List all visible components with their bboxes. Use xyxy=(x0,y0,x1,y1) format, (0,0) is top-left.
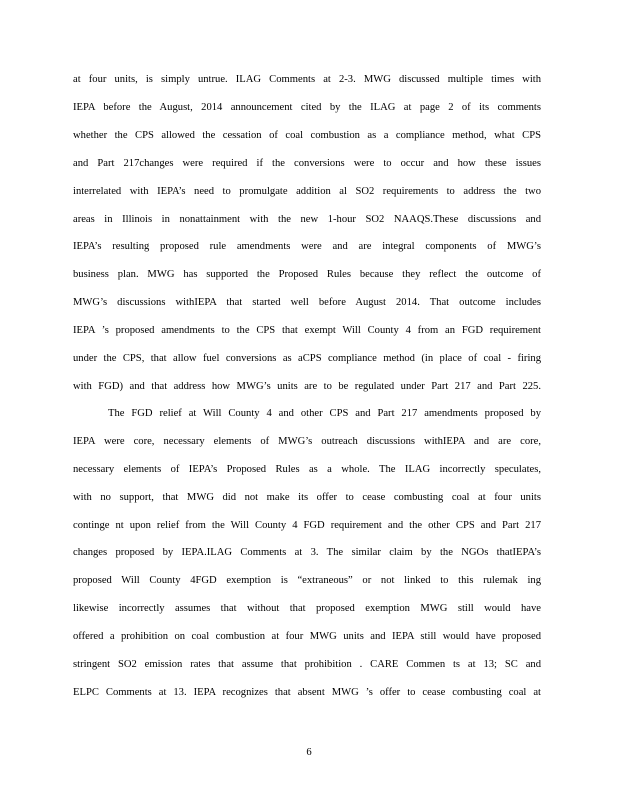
text-line: and Part 217changes were required if the conversions were to occur and how these issues xyxy=(73,158,541,169)
text-line: with no support, that MWG did not make its offer to cease combusting coal at four units xyxy=(73,492,541,503)
text-line: necessary elements of IEPA’s Proposed Rules as a whole. The ILAG incorrectly speculates, xyxy=(73,464,541,475)
text-line: offered a prohibition on coal combustion at four MWG units and IEPA still would have proposed xyxy=(73,631,541,642)
text-line: ELPC Comments at 13. IEPA recognizes that absent MWG ’s offer to cease combusting coal at xyxy=(73,687,541,698)
text-line: IEPA ’s proposed amendments to the CPS that exempt Will County 4 from an FGD requirement xyxy=(73,325,541,336)
text-line: at four units, is simply untrue. ILAG Comments at 2-3. MWG discussed multiple times with xyxy=(73,74,541,85)
text-line: proposed Will County 4FGD exemption is “extraneous” or not linked to this rulemak ing xyxy=(73,575,541,586)
text-line: IEPA’s resulting proposed rule amendments were and are integral components of MWG’s xyxy=(73,241,541,252)
text-line: with FGD) and that address how MWG’s units are to be regulated under Part 217 and Part 225. xyxy=(73,381,541,392)
text-line: changes proposed by IEPA.ILAG Comments at 3. The similar claim by the NGOs thatIEPA’s xyxy=(73,547,541,558)
page-number: 6 xyxy=(306,747,312,758)
text-line: under the CPS, that allow fuel conversions as aCPS compliance method (in place of coal - firing xyxy=(73,353,541,364)
text-line: MWG’s discussions withIEPA that started well before August 2014. That outcome includes xyxy=(73,297,541,308)
text-line: stringent SO2 emission rates that assume that prohibition . CARE Commen ts at 13; SC and xyxy=(73,659,541,670)
text-line: continge nt upon relief from the Will County 4 FGD requirement and the other CPS and Part 217 xyxy=(73,520,541,531)
text-line: likewise incorrectly assumes that without that proposed exemption MWG still would have xyxy=(73,603,541,614)
text-line: business plan. MWG has supported the Proposed Rules because they reflect the outcome of xyxy=(73,269,541,280)
text-line: IEPA before the August, 2014 announcement cited by the ILAG at page 2 of its comments xyxy=(73,102,541,113)
text-line: IEPA were core, necessary elements of MWG’s outreach discussions withIEPA and are core, xyxy=(73,436,541,447)
paragraph-start-line: The FGD relief at Will County 4 and other CPS and Part 217 amendments proposed by xyxy=(108,408,541,419)
text-line: areas in Illinois in nonattainment with the new 1-hour SO2 NAAQS.These discussions and xyxy=(73,214,541,225)
text-line: whether the CPS allowed the cessation of coal combustion as a compliance method, what CPS xyxy=(73,130,541,141)
text-line: interrelated with IEPA’s need to promulgate addition al SO2 requirements to address the two xyxy=(73,186,541,197)
